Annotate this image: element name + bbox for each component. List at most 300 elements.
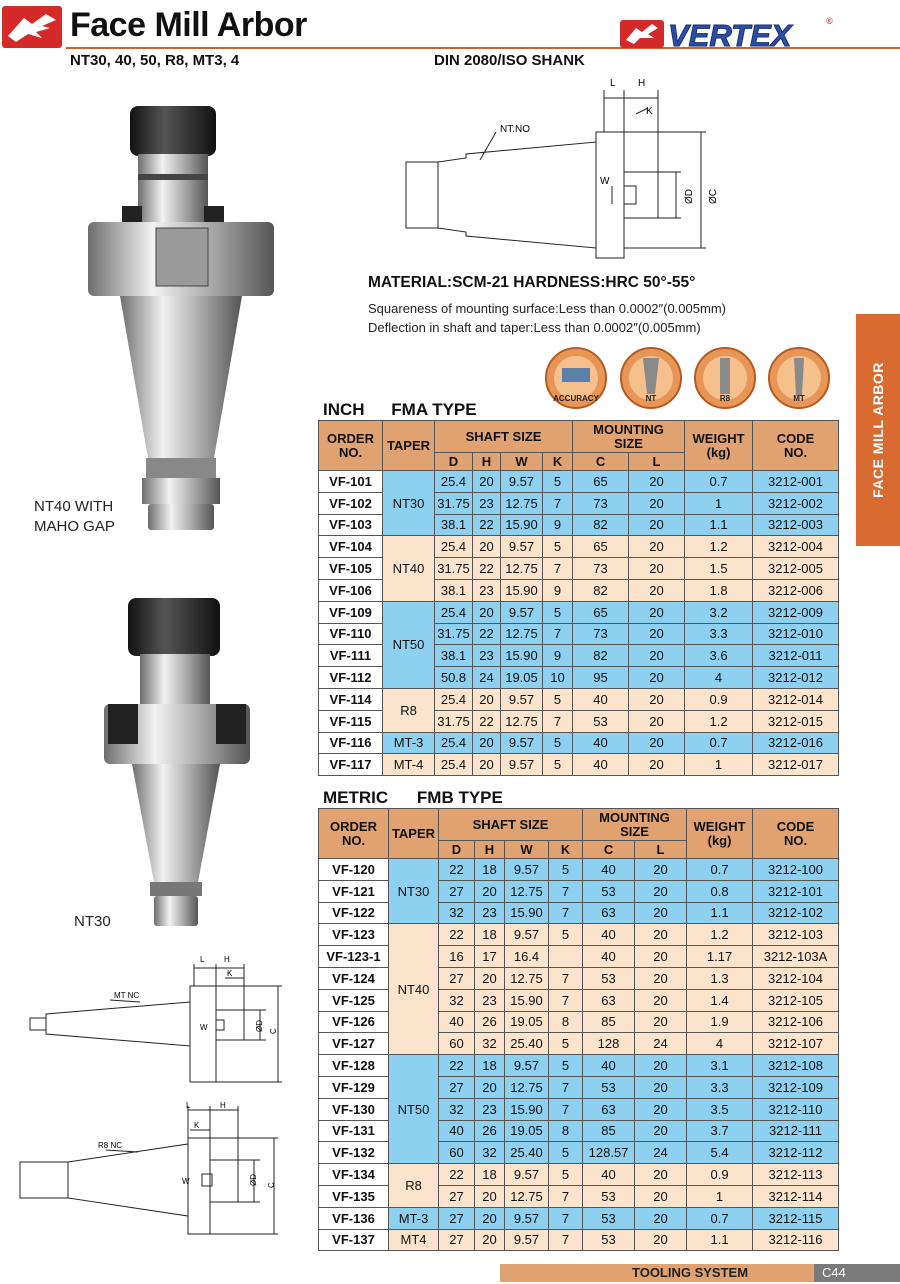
order-no-cell: VF-123 (319, 924, 389, 946)
order-no-cell: VF-104 (319, 536, 383, 558)
l-cell: 20 (629, 601, 685, 623)
r8-label-w: W (182, 1177, 190, 1186)
table-row (319, 601, 839, 623)
weight-cell: 1.5 (685, 558, 753, 580)
c-cell: 82 (573, 579, 629, 601)
w-cell: 9.57 (501, 732, 543, 754)
c-cell: 53 (583, 1185, 635, 1207)
weight-cell: 1.1 (687, 902, 753, 924)
w-cell: 12.75 (501, 492, 543, 514)
weight-cell: 1.2 (685, 536, 753, 558)
k-cell: 7 (543, 623, 573, 645)
code-cell: 3212-114 (753, 1185, 839, 1207)
l-cell: 20 (629, 667, 685, 689)
d-cell: 40 (439, 1120, 475, 1142)
k-cell: 7 (549, 1185, 583, 1207)
col-weight: WEIGHT (kg) (687, 809, 753, 859)
d-cell: 16 (439, 946, 475, 968)
w-cell: 25.40 (505, 1033, 549, 1055)
taper-cell: MT4 (389, 1229, 439, 1251)
l-cell: 20 (629, 471, 685, 493)
w-cell: 19.05 (505, 1120, 549, 1142)
din2080-dimension-drawing (396, 74, 726, 272)
order-no-cell: VF-130 (319, 1098, 389, 1120)
col-h: H (473, 453, 501, 471)
weight-cell: 1 (685, 492, 753, 514)
k-cell: 5 (549, 1142, 583, 1164)
c-cell: 73 (573, 623, 629, 645)
col-taper: TAPER (389, 809, 439, 859)
w-cell: 9.57 (505, 1229, 549, 1251)
c-cell: 53 (583, 1076, 635, 1098)
order-no-cell: VF-135 (319, 1185, 389, 1207)
d-cell: 25.4 (435, 754, 473, 776)
code-cell: 3212-006 (753, 579, 839, 601)
code-cell: 3212-012 (753, 667, 839, 689)
c-cell: 40 (573, 754, 629, 776)
col-w: W (501, 453, 543, 471)
shank-standard: DIN 2080/ISO SHANK (434, 52, 585, 69)
weight-cell: 3.3 (687, 1076, 753, 1098)
w-cell: 9.57 (505, 1055, 549, 1077)
taper-cell: R8 (389, 1164, 439, 1208)
d-cell: 27 (439, 1229, 475, 1251)
col-shaft-size: SHAFT SIZE (435, 421, 573, 453)
l-cell: 20 (635, 1229, 687, 1251)
w-cell: 12.75 (505, 967, 549, 989)
k-cell: 7 (549, 1076, 583, 1098)
squareness-spec: Squareness of mounting surface:Less than 0.0002″(0.005mm) (368, 301, 726, 316)
h-cell: 17 (475, 946, 505, 968)
w-cell: 16.4 (505, 946, 549, 968)
table-row (319, 536, 839, 558)
col-c: C (583, 841, 635, 859)
code-cell: 3212-105 (753, 989, 839, 1011)
k-cell: 5 (543, 471, 573, 493)
d-cell: 31.75 (435, 558, 473, 580)
d-cell: 38.1 (435, 645, 473, 667)
k-cell: 5 (549, 1033, 583, 1055)
l-cell: 20 (635, 1120, 687, 1142)
d-cell: 25.4 (435, 732, 473, 754)
h-cell: 20 (475, 1229, 505, 1251)
c-cell: 63 (583, 989, 635, 1011)
h-cell: 20 (473, 754, 501, 776)
h-cell: 20 (475, 1207, 505, 1229)
weight-cell: 0.7 (685, 471, 753, 493)
weight-cell: 4 (685, 667, 753, 689)
w-cell: 12.75 (501, 558, 543, 580)
l-cell: 24 (635, 1033, 687, 1055)
dim-label-ntno: NT.NO (500, 124, 530, 135)
weight-cell: 3.7 (687, 1120, 753, 1142)
h-cell: 18 (475, 924, 505, 946)
taper-cell: NT40 (383, 536, 435, 601)
order-no-cell: VF-112 (319, 667, 383, 689)
order-no-cell: VF-120 (319, 859, 389, 881)
d-cell: 27 (439, 967, 475, 989)
l-cell: 24 (635, 1142, 687, 1164)
w-cell: 15.90 (501, 514, 543, 536)
code-cell: 3212-109 (753, 1076, 839, 1098)
table-row (319, 859, 839, 881)
c-cell: 73 (573, 558, 629, 580)
d-cell: 27 (439, 1076, 475, 1098)
code-cell: 3212-005 (753, 558, 839, 580)
col-mounting-size: MOUNTING SIZE (583, 809, 687, 841)
k-cell: 5 (543, 732, 573, 754)
weight-cell: 1.8 (685, 579, 753, 601)
col-code-no: CODE NO. (753, 809, 839, 859)
k-cell: 8 (549, 1011, 583, 1033)
col-shaft-size: SHAFT SIZE (439, 809, 583, 841)
d-cell: 25.4 (435, 601, 473, 623)
h-cell: 20 (475, 967, 505, 989)
col-l: L (635, 841, 687, 859)
order-no-cell: VF-101 (319, 471, 383, 493)
col-k: K (549, 841, 583, 859)
c-cell: 65 (573, 471, 629, 493)
l-cell: 20 (629, 710, 685, 732)
h-cell: 22 (473, 514, 501, 536)
l-cell: 20 (635, 967, 687, 989)
r8-dimension-drawing (14, 1098, 290, 1238)
c-cell: 65 (573, 601, 629, 623)
k-cell: 8 (549, 1120, 583, 1142)
weight-cell: 5.4 (687, 1142, 753, 1164)
mt-label-h: H (224, 955, 230, 964)
order-no-cell: VF-115 (319, 710, 383, 732)
col-k: K (543, 453, 573, 471)
code-cell: 3212-003 (753, 514, 839, 536)
h-cell: 20 (473, 471, 501, 493)
c-cell: 53 (583, 1207, 635, 1229)
order-no-cell: VF-122 (319, 902, 389, 924)
h-cell: 22 (473, 710, 501, 732)
code-cell: 3212-102 (753, 902, 839, 924)
l-cell: 20 (629, 536, 685, 558)
r8-label-r8nc: R8 NC (98, 1141, 123, 1150)
mt-label-d: ØD (255, 1020, 264, 1032)
c-cell: 63 (583, 1098, 635, 1120)
col-d: D (439, 841, 475, 859)
r8-label-c: C (267, 1182, 276, 1188)
taper-cell: NT30 (389, 859, 439, 924)
w-cell: 19.05 (501, 667, 543, 689)
c-cell: 40 (583, 1055, 635, 1077)
l-cell: 20 (635, 1098, 687, 1120)
order-no-cell: VF-134 (319, 1164, 389, 1186)
d-cell: 25.4 (435, 536, 473, 558)
h-cell: 23 (475, 989, 505, 1011)
l-cell: 20 (635, 924, 687, 946)
col-order-no: ORDER NO. (319, 809, 389, 859)
eagle-icon (2, 6, 62, 48)
code-cell: 3212-103A (753, 946, 839, 968)
order-no-cell: VF-129 (319, 1076, 389, 1098)
k-cell: 7 (543, 492, 573, 514)
taper-cell: R8 (383, 688, 435, 732)
inch-section-title (323, 400, 477, 420)
w-cell: 12.75 (505, 1185, 549, 1207)
weight-cell: 1.3 (687, 967, 753, 989)
c-cell: 53 (583, 1229, 635, 1251)
weight-cell: 3.5 (687, 1098, 753, 1120)
weight-cell: 0.7 (685, 732, 753, 754)
c-cell: 73 (573, 492, 629, 514)
h-cell: 22 (473, 623, 501, 645)
code-cell: 3212-112 (753, 1142, 839, 1164)
c-cell: 82 (573, 514, 629, 536)
l-cell: 20 (635, 1164, 687, 1186)
c-cell: 63 (583, 902, 635, 924)
c-cell: 85 (583, 1120, 635, 1142)
k-cell: 9 (543, 514, 573, 536)
taper-cell: NT30 (383, 471, 435, 536)
code-cell: 3212-009 (753, 601, 839, 623)
col-w: W (505, 841, 549, 859)
k-cell: 7 (543, 558, 573, 580)
taper-cell: NT50 (389, 1055, 439, 1164)
d-cell: 31.75 (435, 492, 473, 514)
weight-cell: 1 (687, 1185, 753, 1207)
d-cell: 32 (439, 902, 475, 924)
badge-label-r8: R8 (719, 394, 731, 403)
metric-section-title (323, 788, 503, 808)
nt40-caption (34, 497, 115, 537)
order-no-cell: VF-110 (319, 623, 383, 645)
k-cell: 10 (543, 667, 573, 689)
metric-table-body (319, 859, 839, 1251)
c-cell: 40 (583, 924, 635, 946)
k-cell: 7 (549, 902, 583, 924)
taper-cell: NT50 (383, 601, 435, 688)
col-d: D (435, 453, 473, 471)
l-cell: 20 (635, 1011, 687, 1033)
code-cell: 3212-103 (753, 924, 839, 946)
l-cell: 20 (635, 1055, 687, 1077)
c-cell: 85 (583, 1011, 635, 1033)
registered-mark: ® (826, 16, 833, 26)
h-cell: 23 (473, 492, 501, 514)
c-cell: 128 (583, 1033, 635, 1055)
weight-cell: 0.8 (687, 880, 753, 902)
order-no-cell: VF-124 (319, 967, 389, 989)
footer-label: TOOLING SYSTEM (632, 1265, 749, 1280)
k-cell: 5 (549, 1164, 583, 1186)
weight-cell: 3.1 (687, 1055, 753, 1077)
h-cell: 20 (473, 536, 501, 558)
h-cell: 32 (475, 1033, 505, 1055)
table-row (319, 732, 839, 754)
h-cell: 18 (475, 859, 505, 881)
side-tab-label: FACE MILL ARBOR (870, 362, 886, 498)
c-cell: 128.57 (583, 1142, 635, 1164)
l-cell: 20 (635, 1076, 687, 1098)
h-cell: 18 (475, 1164, 505, 1186)
d-cell: 22 (439, 1055, 475, 1077)
mt-label-w: W (200, 1023, 208, 1032)
h-cell: 23 (473, 579, 501, 601)
d-cell: 22 (439, 1164, 475, 1186)
col-h: H (475, 841, 505, 859)
weight-cell: 1 (685, 754, 753, 776)
order-no-cell: VF-111 (319, 645, 383, 667)
taper-cell: MT-3 (383, 732, 435, 754)
inch-fma-table (318, 420, 839, 776)
code-cell: 3212-116 (753, 1229, 839, 1251)
col-l: L (629, 453, 685, 471)
order-no-cell: VF-106 (319, 579, 383, 601)
w-cell: 19.05 (505, 1011, 549, 1033)
weight-cell: 3.3 (685, 623, 753, 645)
h-cell: 26 (475, 1120, 505, 1142)
order-no-cell: VF-109 (319, 601, 383, 623)
nt40-caption-line1: NT40 WITH (34, 498, 114, 515)
nt30-caption: NT30 (74, 913, 111, 930)
k-cell: 9 (543, 579, 573, 601)
d-cell: 38.1 (435, 579, 473, 601)
table-row (319, 754, 839, 776)
deflection-spec: Deflection in shaft and taper:Less than 0.0002″(0.005mm) (368, 320, 701, 335)
nt30-arbor-photo (96, 592, 256, 932)
section-side-tab (856, 314, 900, 546)
l-cell: 20 (629, 623, 685, 645)
h-cell: 20 (473, 601, 501, 623)
c-cell: 53 (583, 880, 635, 902)
d-cell: 22 (439, 924, 475, 946)
page-title: Face Mill Arbor (70, 6, 307, 44)
c-cell: 95 (573, 667, 629, 689)
w-cell: 12.75 (505, 880, 549, 902)
order-no-cell: VF-128 (319, 1055, 389, 1077)
c-cell: 40 (583, 946, 635, 968)
k-cell: 7 (543, 710, 573, 732)
weight-cell: 0.7 (687, 1207, 753, 1229)
mt-dimension-drawing (20, 950, 290, 1085)
d-cell: 25.4 (435, 688, 473, 710)
code-cell: 3212-107 (753, 1033, 839, 1055)
h-cell: 22 (473, 558, 501, 580)
code-cell: 3212-110 (753, 1098, 839, 1120)
mt-label-c: C (269, 1028, 278, 1034)
order-no-cell: VF-131 (319, 1120, 389, 1142)
col-order-no: ORDER NO. (319, 421, 383, 471)
col-weight: WEIGHT (kg) (685, 421, 753, 471)
badge-label-nt: NT (645, 394, 657, 403)
taper-cell: MT-3 (389, 1207, 439, 1229)
k-cell: 7 (549, 880, 583, 902)
weight-cell: 1.4 (687, 989, 753, 1011)
d-cell: 27 (439, 1185, 475, 1207)
c-cell: 40 (583, 859, 635, 881)
order-no-cell: VF-137 (319, 1229, 389, 1251)
k-cell: 5 (543, 601, 573, 623)
weight-cell: 1.2 (687, 924, 753, 946)
fma-type-label: FMA TYPE (391, 400, 477, 419)
order-no-cell: VF-116 (319, 732, 383, 754)
d-cell: 27 (439, 1207, 475, 1229)
weight-cell: 3.6 (685, 645, 753, 667)
table-row (319, 688, 839, 710)
w-cell: 9.57 (501, 471, 543, 493)
code-cell: 3212-014 (753, 688, 839, 710)
code-cell: 3212-113 (753, 1164, 839, 1186)
l-cell: 20 (629, 688, 685, 710)
code-cell: 3212-002 (753, 492, 839, 514)
l-cell: 20 (629, 579, 685, 601)
h-cell: 32 (475, 1142, 505, 1164)
w-cell: 9.57 (505, 924, 549, 946)
fmb-type-label: FMB TYPE (416, 788, 503, 807)
w-cell: 12.75 (505, 1076, 549, 1098)
weight-cell: 4 (687, 1033, 753, 1055)
l-cell: 20 (629, 754, 685, 776)
k-cell: 7 (549, 989, 583, 1011)
d-cell: 50.8 (435, 667, 473, 689)
w-cell: 15.90 (505, 1098, 549, 1120)
w-cell: 9.57 (505, 1164, 549, 1186)
k-cell: 7 (549, 1229, 583, 1251)
k-cell: 5 (549, 1055, 583, 1077)
order-no-cell: VF-127 (319, 1033, 389, 1055)
w-cell: 9.57 (505, 1207, 549, 1229)
order-no-cell: VF-121 (319, 880, 389, 902)
dim-label-c: ØC (708, 189, 719, 204)
page-number: C44 (814, 1264, 900, 1282)
dim-label-w: W (600, 176, 610, 187)
k-cell: 5 (549, 924, 583, 946)
weight-cell: 1.9 (687, 1011, 753, 1033)
d-cell: 60 (439, 1142, 475, 1164)
weight-cell: 1.17 (687, 946, 753, 968)
badge-label-accuracy: ACCURACY (553, 394, 599, 403)
code-cell: 3212-106 (753, 1011, 839, 1033)
code-cell: 3212-111 (753, 1120, 839, 1142)
order-no-cell: VF-105 (319, 558, 383, 580)
order-no-cell: VF-114 (319, 688, 383, 710)
order-no-cell: VF-125 (319, 989, 389, 1011)
inch-label: INCH (323, 400, 365, 419)
h-cell: 20 (475, 1076, 505, 1098)
h-cell: 23 (475, 1098, 505, 1120)
mt-label-l: L (200, 955, 205, 964)
w-cell: 9.57 (501, 688, 543, 710)
l-cell: 20 (635, 989, 687, 1011)
r8-label-d: ØD (249, 1174, 258, 1186)
c-cell: 53 (573, 710, 629, 732)
inch-table-body (319, 471, 839, 776)
h-cell: 20 (473, 732, 501, 754)
h-cell: 26 (475, 1011, 505, 1033)
code-cell: 3212-016 (753, 732, 839, 754)
c-cell: 40 (573, 732, 629, 754)
metric-fmb-table (318, 808, 839, 1251)
weight-cell: 0.7 (687, 859, 753, 881)
k-cell: 5 (543, 688, 573, 710)
l-cell: 20 (629, 558, 685, 580)
order-no-cell: VF-132 (319, 1142, 389, 1164)
d-cell: 27 (439, 880, 475, 902)
w-cell: 12.75 (501, 710, 543, 732)
k-cell: 7 (549, 1098, 583, 1120)
vertex-brand-logo (618, 12, 838, 52)
w-cell: 15.90 (501, 645, 543, 667)
code-cell: 3212-010 (753, 623, 839, 645)
table-row (319, 1207, 839, 1229)
r8-label-h: H (220, 1101, 226, 1110)
l-cell: 20 (629, 645, 685, 667)
